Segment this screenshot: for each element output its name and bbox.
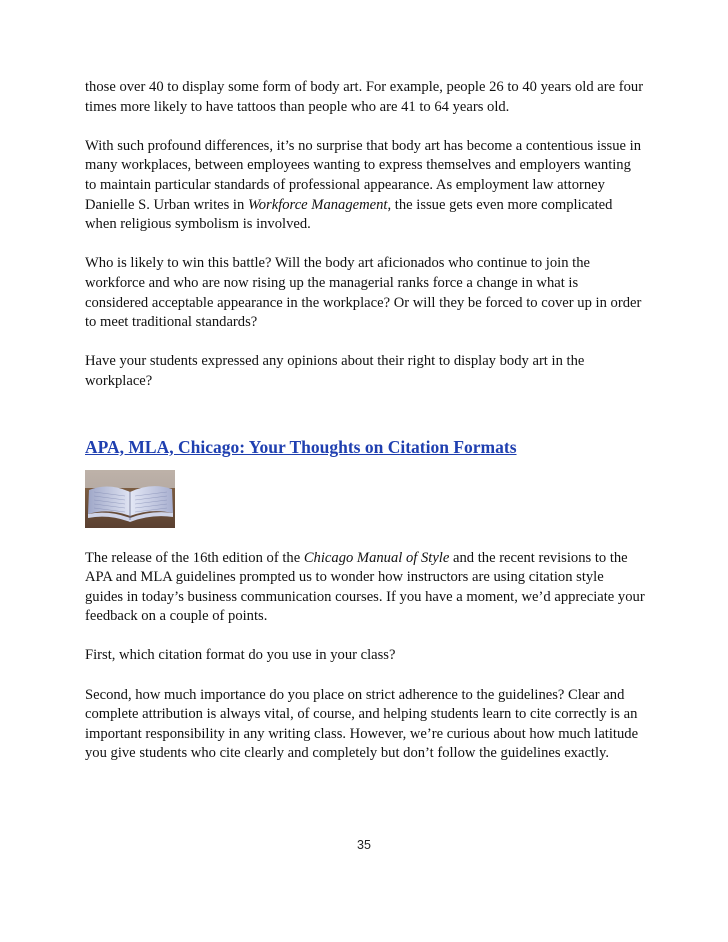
body-art-paragraph-1: those over 40 to display some form of body art. For example, people 26 to 40 years old are four times more likely to have tattoos than people who are 41 to 64 years old. — [85, 79, 644, 115]
paragraph-text: With such profound differences, it’s no surprise that body art has become a contentious issue in many workplaces, between employees wanting to express themselves and employers wanting to maintain particular standards of professional appearance. As employment law attorney Danielle S. Urban writes in — [85, 137, 642, 213]
document-body — [85, 78, 645, 764]
body-art-paragraph-4: Have your students expressed any opinions about their right to display body art in the workplace? — [85, 353, 585, 389]
citation-paragraph-2: First, which citation format do you use in your class? — [85, 647, 396, 664]
paragraph-text: and the recent revisions to the APA and MLA guidelines prompted us to wonder how instructors are using citation style guides in today’s business communication courses. If you have a moment, we’d appreciate your feedback on a couple of points. — [85, 549, 645, 625]
post-title-link[interactable]: APA, MLA, Chicago: Your Thoughts on Citation Formats — [85, 436, 517, 457]
post-title — [85, 436, 645, 458]
open-book-icon — [85, 470, 175, 528]
publication-title: Workforce Management — [247, 196, 388, 213]
paragraph-text: The release of the 16th edition of the — [85, 549, 304, 566]
paragraph-text: , the issue gets even more complicated when religious symbolism is involved. — [85, 196, 613, 233]
open-book-image — [85, 470, 175, 528]
body-art-paragraph-3: Who is likely to win this battle? Will the body art aficionados who continue to join the workforce and who are now rising up the managerial ranks force a change in what is considered acceptable appearance in the workplace? Or will they be forced to cover up in order to meet traditional standards? — [85, 255, 642, 331]
body-art-paragraph-2 — [85, 137, 645, 235]
citation-paragraph-1 — [85, 549, 645, 627]
citation-paragraph-3: Second, how much importance do you place on strict adherence to the guidelines? Clear and complete attribution is always vital, of course, and helping students learn to cite correctly is an important responsibility in any writing class. However, we’re curious about how much latitude you give students who cite clearly and completely but don’t follow the guidelines exactly. — [85, 686, 639, 762]
publication-title: Chicago Manual of Style — [303, 549, 450, 566]
page-number: 35 — [357, 838, 371, 852]
